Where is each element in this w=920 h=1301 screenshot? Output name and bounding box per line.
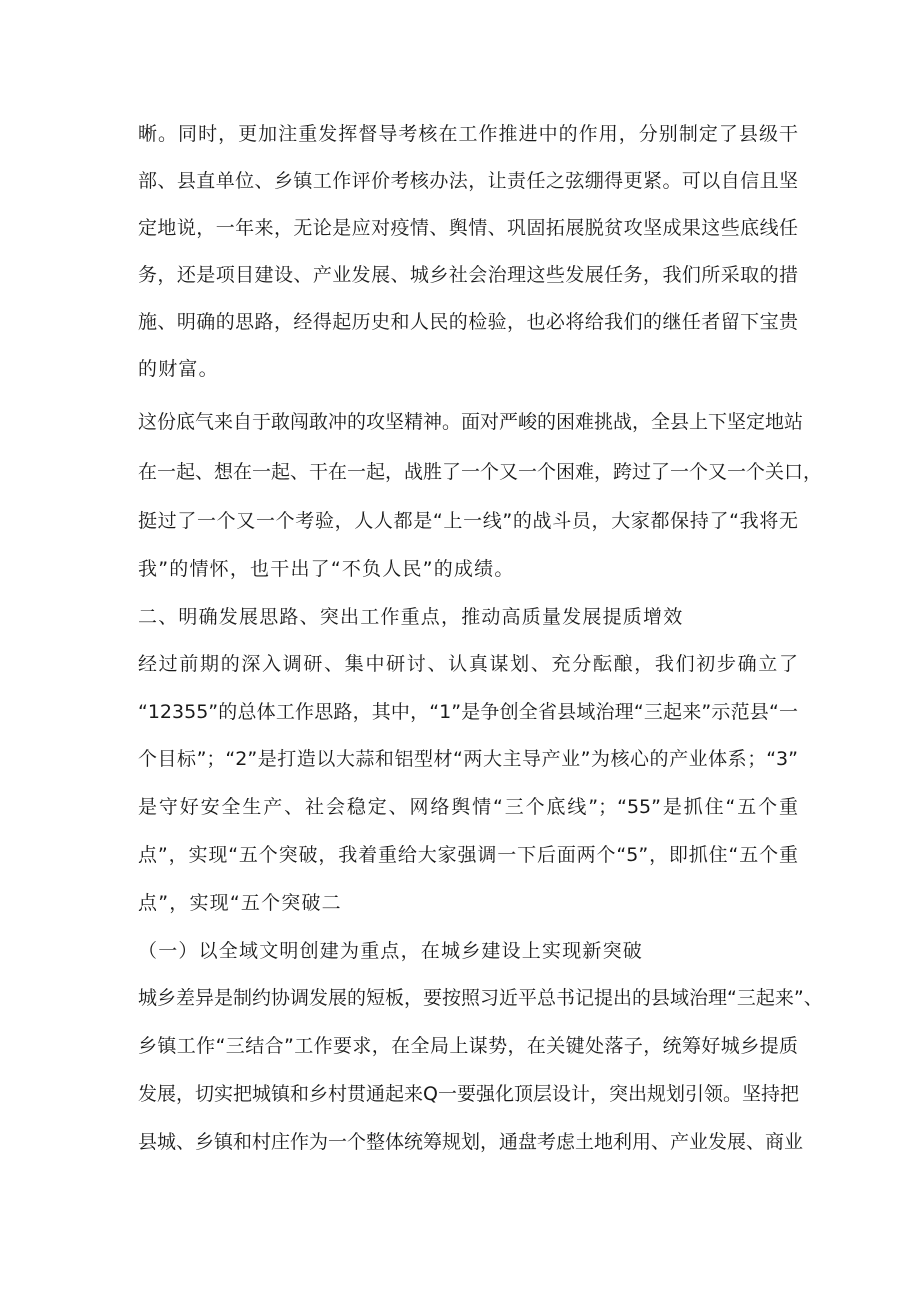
text-line: 晰。同时，更加注重发挥督导考核在工作推进中的作用，分别制定了县级干 bbox=[138, 123, 798, 145]
text-line: 我”的情怀，也干出了“不负人民”的成绩。 bbox=[138, 558, 515, 580]
text-line: 部、县直单位、乡镇工作评价考核办法，让责任之弦绷得更紧。可以自信且坚 bbox=[138, 170, 798, 192]
paragraph-start-line: 这份底气来自于敢闯敢冲的攻坚精神。面对严峻的困难挑战，全县上下坚定地站 bbox=[138, 411, 804, 433]
text-line: 是守好安全生产、社会稳定、网络舆情“三个底线”；“55”是抓住“五个重 bbox=[138, 796, 798, 818]
text-line: 务，还是项目建设、产业发展、城乡社会治理这些发展任务，我们所采取的措 bbox=[138, 264, 798, 286]
text-line: 点”，实现“五个突破二 bbox=[138, 892, 342, 914]
text-line: 的财富。 bbox=[138, 358, 219, 380]
text-line: 在一起、想在一起、干在一起，战胜了一个又一个困难，跨过了一个又一个关口， bbox=[138, 461, 823, 483]
text-line: 点”，实现“五个突破，我着重给大家强调一下后面两个“5”，即抓住“五个重 bbox=[138, 844, 798, 866]
text-line: 挺过了一个又一个考验，人人都是“上一线”的战斗员，大家都保持了“我将无 bbox=[138, 510, 798, 532]
paragraph-start-line: 城乡差异是制约协调发展的短板，要按照习近平总书记提出的县域治理“三起来”、 bbox=[138, 987, 823, 1009]
text-line: 乡镇工作“三结合”工作要求，在全局上谋势，在关键处落子，统筹好城乡提质 bbox=[138, 1035, 798, 1057]
text-line: 县城、乡镇和村庄作为一个整体统筹规划，通盘考虑土地利用、产业发展、商业 bbox=[138, 1131, 804, 1153]
text-line: 施、明确的思路，经得起历史和人民的检验，也必将给我们的继任者留下宝贵 bbox=[138, 311, 798, 333]
text-line: 定地说，一年来，无论是应对疫情、舆情、巩固拓展脱贫攻坚成果这些底线任 bbox=[138, 217, 798, 239]
section-heading: 二、明确发展思路、突出工作重点，推动高质量发展提质增效 bbox=[138, 606, 684, 628]
paragraph-start-line: 经过前期的深入调研、集中研讨、认真谋划、充分酝酿，我们初步确立了 bbox=[138, 653, 798, 675]
text-line: “12355”的总体工作思路，其中，“1”是争创全省县域治理“三起来”示范县“一 bbox=[138, 701, 798, 723]
subsection-heading: （一）以全域文明创建为重点，在城乡建设上实现新突破 bbox=[138, 940, 644, 962]
text-line: 个目标”；“2”是打造以大蒜和铝型材“两大主导产业”为核心的产业体系；“3” bbox=[138, 748, 798, 770]
text-line: 发展，切实把城镇和乡村贯通起来Q一要强化顶层设计，突出规划引领。坚持把 bbox=[138, 1083, 799, 1105]
